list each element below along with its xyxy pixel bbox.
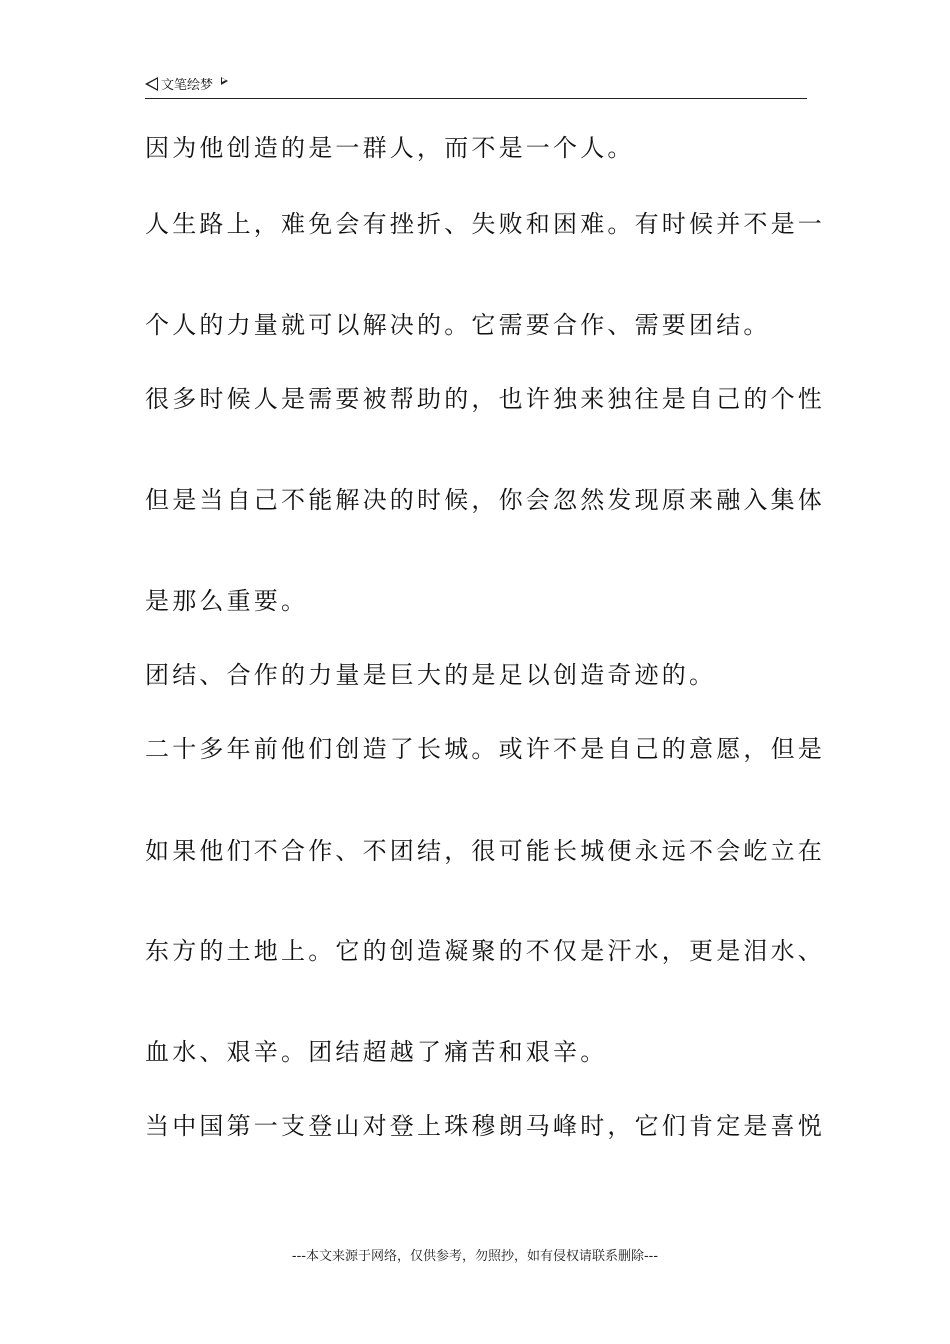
footer-notice: ---本文来源于网络，仅供参考，勿照抄，如有侵权请联系删除--- bbox=[291, 1249, 659, 1264]
text-line: 是那么重要。 bbox=[145, 587, 309, 615]
text-line: 团结、合作的力量是巨大的是足以创造奇迹的。 bbox=[145, 661, 717, 689]
page-header bbox=[145, 74, 807, 99]
header-title: 文笔绘梦 bbox=[161, 78, 214, 93]
text-line: 如果他们不合作、不团结，很可能长城便永远不会屹立在 bbox=[145, 837, 825, 865]
text-line: 血水、艰辛。团结超越了痛苦和艰辛。 bbox=[145, 1038, 608, 1066]
triangle-right-icon bbox=[221, 77, 228, 85]
text-line: 很多时候人是需要被帮助的，也许独来独往是自己的个性 bbox=[145, 385, 825, 413]
text-line: 人生路上，难免会有挫折、失败和困难。有时候并不是一 bbox=[145, 210, 825, 238]
text-line: 但是当自己不能解决的时候，你会忽然发现原来融入集体 bbox=[145, 486, 825, 514]
text-line: 个人的力量就可以解决的。它需要合作、需要团结。 bbox=[145, 311, 771, 339]
text-line: 东方的土地上。它的创造凝聚的不仅是汗水，更是泪水、 bbox=[145, 937, 825, 965]
text-line: 当中国第一支登山对登上珠穆朗马峰时，它们肯定是喜悦 bbox=[145, 1112, 825, 1140]
text-line: 二十多年前他们创造了长城。或许不是自己的意愿，但是 bbox=[145, 735, 825, 763]
text-line: 因为他创造的是一群人，而不是一个人。 bbox=[145, 134, 635, 162]
triangle-left-icon bbox=[145, 77, 158, 91]
